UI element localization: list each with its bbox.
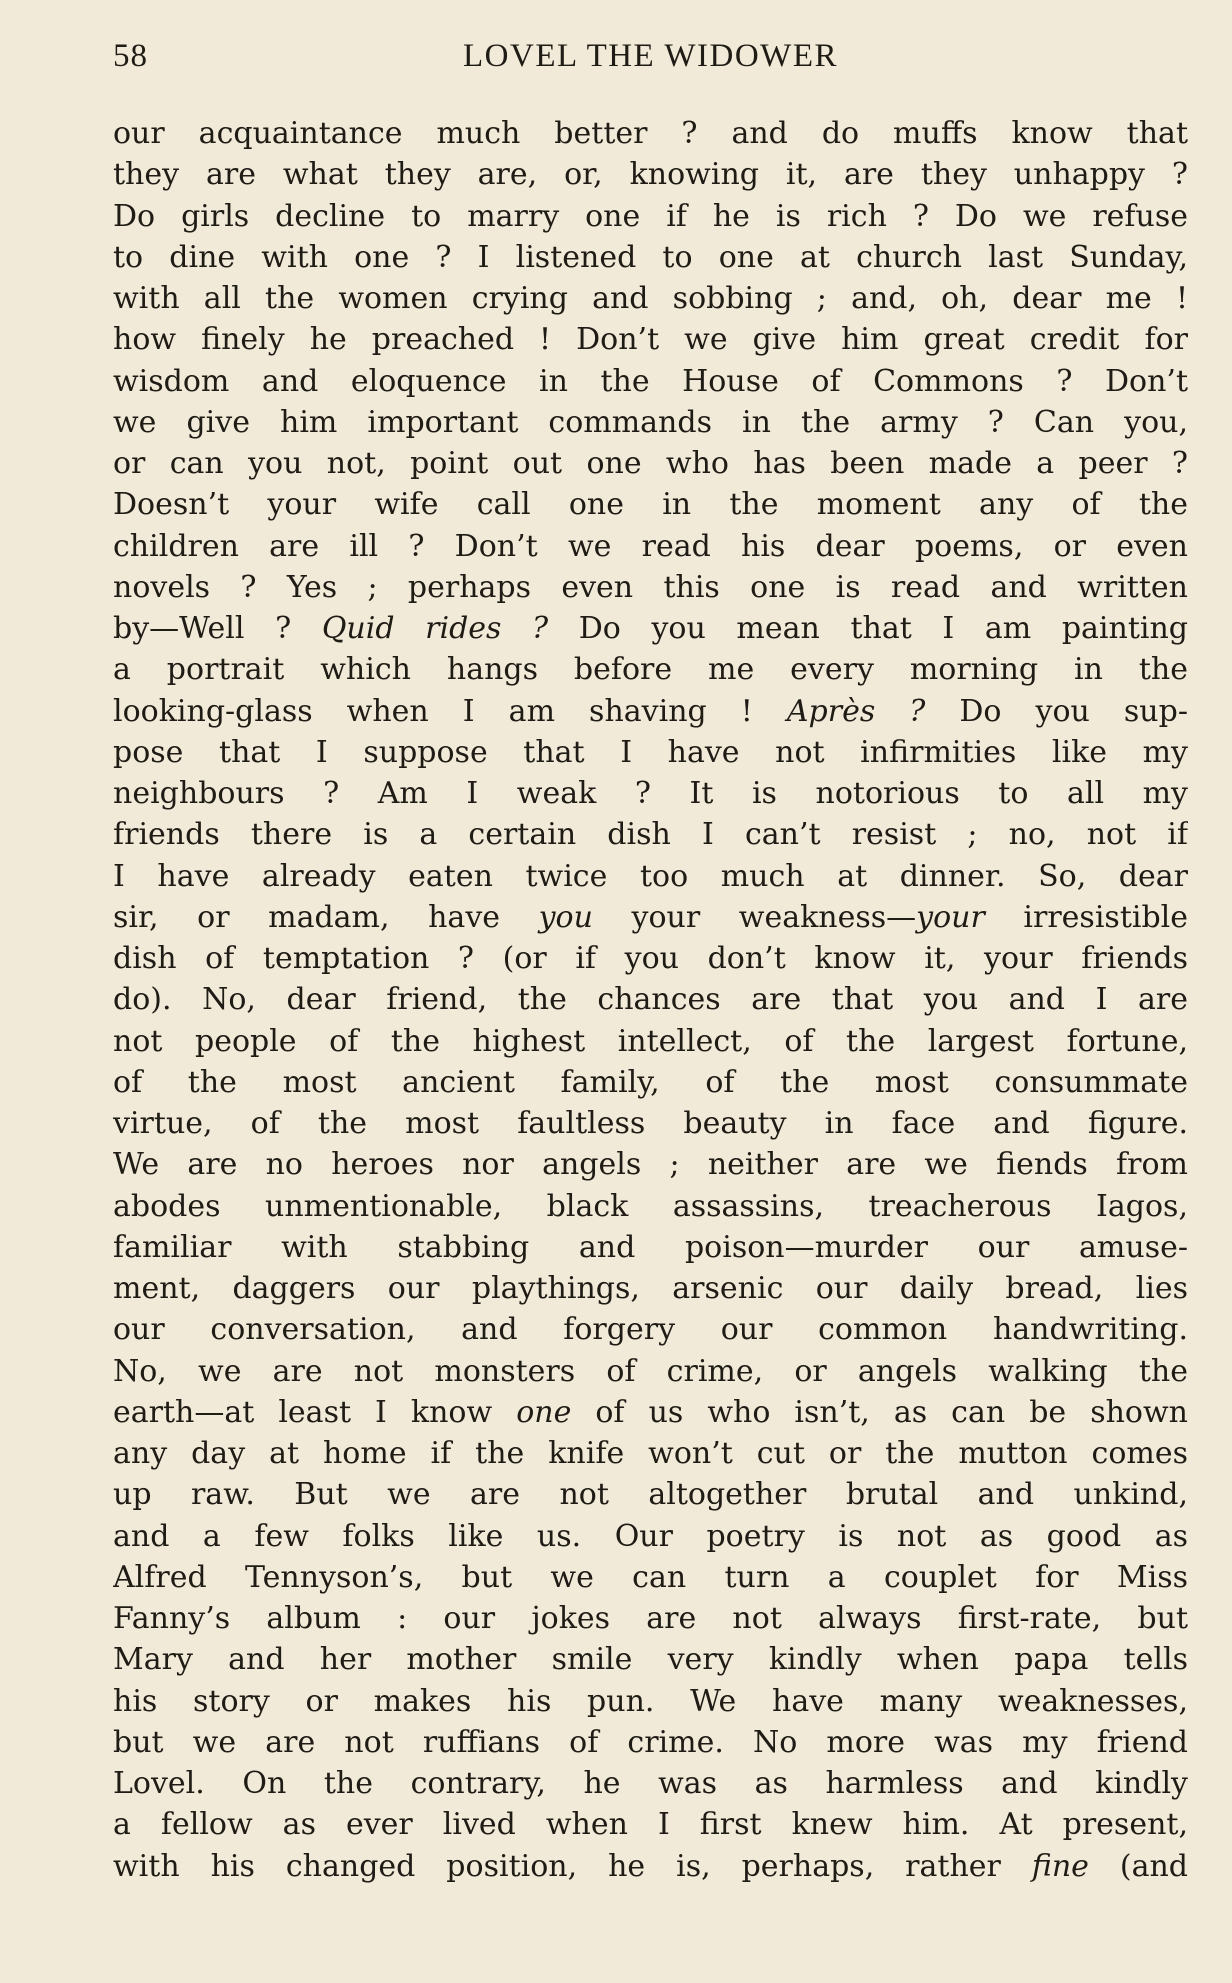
text-line — [113, 979, 1188, 1020]
italic-text: Quid rides ? — [321, 611, 549, 646]
text-segment: do). No, dear friend, the chances are that you and I are — [113, 982, 1188, 1018]
text-segment: how finely he preached ! Don’t we give him great credit for — [113, 322, 1188, 358]
text-segment: familiar with stabbing and poison—murder our amuse- — [113, 1229, 1188, 1265]
text-line — [113, 1186, 1188, 1227]
text-line — [113, 1268, 1188, 1309]
text-line — [113, 361, 1188, 402]
text-line — [113, 1474, 1188, 1515]
text-segment: novels ? Yes ; perhaps even this one is read and written — [113, 569, 1188, 605]
text-line — [113, 567, 1188, 608]
text-segment: Do girls decline to marry one if he is rich ? Do we refuse — [113, 198, 1188, 234]
text-segment: Doesn’t your wife call one in the moment any of the — [113, 487, 1188, 523]
text-line — [113, 196, 1188, 237]
page-header — [113, 38, 1188, 88]
text-line — [113, 1062, 1188, 1103]
text-line — [113, 319, 1188, 360]
text-segment: we give him important commands in the army ? Can you, — [113, 404, 1188, 440]
text-segment: irresistible — [984, 899, 1188, 935]
text-segment: sir, or madam, have — [113, 899, 539, 935]
text-line — [113, 154, 1188, 195]
italic-text: you — [538, 899, 593, 935]
running-title: LOVEL THE WIDOWER — [463, 38, 838, 74]
text-line — [113, 691, 1188, 732]
text-segment: Do you mean that I am painting — [548, 611, 1188, 646]
text-line — [113, 113, 1188, 154]
text-segment: any day at home if the knife won’t cut or the mutton comes — [113, 1436, 1188, 1471]
text-line — [113, 1227, 1188, 1268]
text-segment: friends there is a certain dish I can’t resist ; no, not if — [113, 817, 1188, 853]
text-segment: children are ill ? Don’t we read his dear poems, or even — [113, 528, 1188, 564]
text-segment: We are no heroes nor angels ; neither are we fiends from — [113, 1147, 1188, 1183]
text-segment: but we are not ruffians of crime. No more was my friend — [113, 1724, 1188, 1760]
text-segment: up raw. But we are not altogether brutal and unkind, — [113, 1477, 1188, 1513]
text-segment: or can you not, point out one who has been made a peer ? — [113, 446, 1188, 481]
text-segment: virtue, of the most faultless beauty in face and figure. — [113, 1106, 1188, 1141]
text-segment: looking-glass when I am shaving ! — [113, 693, 787, 729]
text-line — [113, 1722, 1188, 1763]
text-segment: with his changed position, he is, perhaps, rather — [113, 1848, 1032, 1884]
text-line — [113, 1681, 1188, 1722]
italic-text: one — [516, 1394, 572, 1430]
text-line — [113, 1557, 1188, 1598]
text-line — [113, 1763, 1188, 1804]
text-line — [113, 1309, 1188, 1350]
text-segment: and a few folks like us. Our poetry is not as good as — [113, 1518, 1188, 1554]
text-segment: with all the women crying and sobbing ; and, oh, dear me ! — [113, 281, 1188, 316]
italic-text: Après ? — [786, 693, 926, 729]
text-segment: by—Well ? — [113, 611, 322, 646]
text-line — [113, 773, 1188, 814]
text-segment: abodes unmentionable, black assassins, treacherous Iagos, — [113, 1188, 1188, 1224]
text-line — [113, 897, 1188, 938]
text-segment: Mary and her mother smile very kindly when papa tells — [113, 1642, 1188, 1678]
text-line — [113, 1351, 1188, 1392]
text-line — [113, 402, 1188, 443]
text-segment: (and — [1088, 1848, 1188, 1884]
text-segment: No, we are not monsters of crime, or angels walking the — [113, 1353, 1188, 1389]
text-segment: pose that I suppose that I have not infirmities like my — [113, 734, 1188, 770]
italic-text: your — [916, 899, 985, 935]
text-line — [113, 1144, 1188, 1185]
text-line — [113, 938, 1188, 979]
body-text — [113, 113, 1188, 1887]
text-segment: your weakness— — [592, 899, 917, 935]
text-line — [113, 1804, 1188, 1845]
text-line — [113, 1846, 1188, 1887]
text-line — [113, 608, 1188, 649]
text-segment: earth—at least I know — [113, 1394, 517, 1430]
text-segment: to dine with one ? I listened to one at church last Sunday, — [113, 239, 1188, 275]
text-line — [113, 1433, 1188, 1474]
text-line — [113, 237, 1188, 278]
text-line — [113, 1021, 1188, 1062]
text-line — [113, 526, 1188, 567]
text-segment: dish of temptation ? (or if you don’t know it, your friends — [113, 941, 1188, 976]
text-line — [113, 649, 1188, 690]
text-line — [113, 1639, 1188, 1680]
text-segment: not people of the highest intellect, of the largest fortune, — [113, 1023, 1188, 1059]
text-segment: wisdom and eloquence in the House of Commons ? Don’t — [113, 363, 1188, 399]
text-line — [113, 1392, 1188, 1433]
text-line — [113, 1598, 1188, 1639]
text-line — [113, 814, 1188, 855]
text-segment: Lovel. On the contrary, he was as harmless and kindly — [113, 1766, 1188, 1801]
text-segment: our acquaintance much better ? and do muffs know that — [113, 116, 1188, 151]
text-segment: I have already eaten twice too much at dinner. So, dear — [113, 858, 1188, 894]
text-line — [113, 443, 1188, 484]
text-line — [113, 484, 1188, 525]
text-segment: they are what they are, or, knowing it, are they unhappy ? — [113, 157, 1188, 193]
text-segment: of us who isn’t, as can be shown — [571, 1394, 1188, 1430]
text-line — [113, 856, 1188, 897]
text-line — [113, 1103, 1188, 1144]
text-segment: our conversation, and forgery our common handwriting. — [113, 1312, 1188, 1348]
text-line — [113, 1516, 1188, 1557]
text-segment: Alfred Tennyson’s, but we can turn a couplet for Miss — [113, 1559, 1188, 1595]
text-segment: of the most ancient family, of the most consummate — [113, 1064, 1188, 1100]
italic-text: fine — [1031, 1848, 1089, 1884]
text-line — [113, 732, 1188, 773]
text-segment: a fellow as ever lived when I first knew him. At present, — [113, 1807, 1188, 1843]
page-number: 58 — [113, 38, 148, 74]
text-segment: his story or makes his pun. We have many weaknesses, — [113, 1683, 1188, 1719]
text-line — [113, 278, 1188, 319]
text-segment: neighbours ? Am I weak ? It is notorious to all my — [113, 776, 1188, 811]
text-segment: ment, daggers our playthings, arsenic our daily bread, lies — [113, 1271, 1188, 1306]
text-segment: a portrait which hangs before me every morning in the — [113, 652, 1188, 688]
text-segment: Do you sup- — [925, 693, 1188, 729]
text-segment: Fanny’s album : our jokes are not always first-rate, but — [113, 1601, 1188, 1636]
